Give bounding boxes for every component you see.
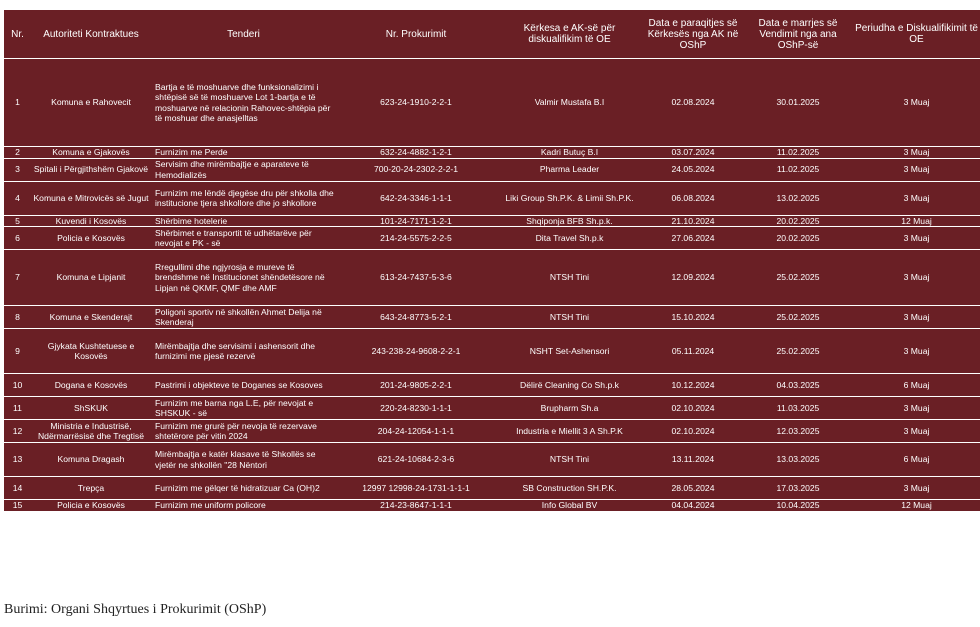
cell-procurement-nr: 214-24-5575-2-2-5 <box>336 227 496 250</box>
cell-decision-date: 25.02.2025 <box>743 250 853 306</box>
cell-submitted-date: 12.09.2024 <box>643 250 743 306</box>
disqualification-table-container <box>4 10 980 512</box>
cell-procurement-nr: 623-24-1910-2-2-1 <box>336 59 496 147</box>
cell-decision-date: 11.03.2025 <box>743 397 853 420</box>
cell-nr: 8 <box>4 306 31 329</box>
cell-submitted-date: 28.05.2024 <box>643 477 743 500</box>
header-authority: Autoriteti Kontraktues <box>31 10 151 59</box>
cell-decision-date: 11.02.2025 <box>743 158 853 181</box>
cell-authority: Dogana e Kosovës <box>31 374 151 397</box>
cell-nr: 11 <box>4 397 31 420</box>
cell-authority: Gjykata Kushtetuese e Kosovës <box>31 329 151 374</box>
cell-decision-date: 11.02.2025 <box>743 147 853 159</box>
cell-nr: 9 <box>4 329 31 374</box>
header-tender: Tenderi <box>151 10 336 59</box>
cell-nr: 13 <box>4 443 31 477</box>
cell-procurement-nr: 12997 12998-24-1731-1-1-1 <box>336 477 496 500</box>
cell-period: 3 Muaj <box>853 420 980 443</box>
cell-authority: Komuna e Gjakovës <box>31 147 151 159</box>
cell-tender: Furnizim me lëndë djegëse dru për shkolla dhe institucione tjera shkollore dhe jo shkollore <box>151 181 336 215</box>
cell-tender: Servisim dhe mirëmbajtje e aparateve të Hemodializës <box>151 158 336 181</box>
cell-submitted-date: 05.11.2024 <box>643 329 743 374</box>
cell-decision-date: 13.02.2025 <box>743 181 853 215</box>
table-row <box>4 306 980 329</box>
cell-authority: Komuna e Mitrovicës së Jugut <box>31 181 151 215</box>
cell-submitted-date: 02.10.2024 <box>643 420 743 443</box>
cell-submitted-date: 15.10.2024 <box>643 306 743 329</box>
cell-decision-date: 25.02.2025 <box>743 329 853 374</box>
cell-nr: 2 <box>4 147 31 159</box>
cell-submitted-date: 02.10.2024 <box>643 397 743 420</box>
cell-period: 3 Muaj <box>853 181 980 215</box>
cell-request: NTSH Tini <box>496 250 643 306</box>
cell-tender: Furnizim me gëlqer të hidratizuar Ca (OH)2 <box>151 477 336 500</box>
cell-request: NTSH Tini <box>496 306 643 329</box>
cell-period: 3 Muaj <box>853 397 980 420</box>
cell-tender: Shërbime hotelerie <box>151 215 336 227</box>
cell-period: 3 Muaj <box>853 227 980 250</box>
cell-submitted-date: 03.07.2024 <box>643 147 743 159</box>
cell-procurement-nr: 643-24-8773-5-2-1 <box>336 306 496 329</box>
cell-decision-date: 20.02.2025 <box>743 215 853 227</box>
cell-tender: Shërbimet e transportit të udhëtarëve për nevojat e PK - së <box>151 227 336 250</box>
cell-submitted-date: 27.06.2024 <box>643 227 743 250</box>
cell-nr: 6 <box>4 227 31 250</box>
cell-authority: Policia e Kosovës <box>31 227 151 250</box>
cell-period: 6 Muaj <box>853 443 980 477</box>
cell-submitted-date: 06.08.2024 <box>643 181 743 215</box>
source-caption: Burimi: Organi Shqyrtues i Prokurimit (OShP) <box>4 602 267 617</box>
cell-authority: Policia e Kosovës <box>31 500 151 512</box>
cell-nr: 12 <box>4 420 31 443</box>
cell-tender: Furnizim me grurë për nevoja të rezervave shtetërore për vitin 2024 <box>151 420 336 443</box>
cell-decision-date: 30.01.2025 <box>743 59 853 147</box>
cell-submitted-date: 04.04.2024 <box>643 500 743 512</box>
table-row <box>4 443 980 477</box>
cell-nr: 10 <box>4 374 31 397</box>
header-request: Kërkesa e AK-së për diskualifikim të OE <box>496 10 643 59</box>
cell-request: SB Construction SH.P.K. <box>496 477 643 500</box>
table-row <box>4 250 980 306</box>
cell-period: 3 Muaj <box>853 477 980 500</box>
cell-nr: 3 <box>4 158 31 181</box>
header-nr: Nr. <box>4 10 31 59</box>
table-row <box>4 500 980 512</box>
cell-decision-date: 04.03.2025 <box>743 374 853 397</box>
cell-procurement-nr: 613-24-7437-5-3-6 <box>336 250 496 306</box>
cell-decision-date: 13.03.2025 <box>743 443 853 477</box>
cell-tender: Furnizim me uniform policore <box>151 500 336 512</box>
cell-tender: Furnizim me barna nga L.E, për nevojat e SHSKUK - së <box>151 397 336 420</box>
cell-decision-date: 25.02.2025 <box>743 306 853 329</box>
cell-authority: Trepça <box>31 477 151 500</box>
cell-submitted-date: 02.08.2024 <box>643 59 743 147</box>
header-period: Periudha e Diskualifikimit të OE <box>853 10 980 59</box>
cell-period: 3 Muaj <box>853 250 980 306</box>
table-row <box>4 420 980 443</box>
cell-decision-date: 10.04.2025 <box>743 500 853 512</box>
cell-request: NSHT Set-Ashensori <box>496 329 643 374</box>
cell-nr: 4 <box>4 181 31 215</box>
cell-procurement-nr: 101-24-7171-1-2-1 <box>336 215 496 227</box>
cell-request: Dita Travel Sh.p.k <box>496 227 643 250</box>
cell-procurement-nr: 204-24-12054-1-1-1 <box>336 420 496 443</box>
table-header-row <box>4 10 980 59</box>
table-row <box>4 477 980 500</box>
cell-submitted-date: 21.10.2024 <box>643 215 743 227</box>
table-row <box>4 215 980 227</box>
cell-tender: Pastrimi i objekteve te Doganes se Kosoves <box>151 374 336 397</box>
cell-period: 3 Muaj <box>853 306 980 329</box>
cell-nr: 1 <box>4 59 31 147</box>
header-submitted-date: Data e paraqitjes së Kërkesës nga AK në OShP <box>643 10 743 59</box>
cell-request: NTSH Tini <box>496 443 643 477</box>
cell-nr: 7 <box>4 250 31 306</box>
cell-request: Pharma Leader <box>496 158 643 181</box>
cell-nr: 14 <box>4 477 31 500</box>
cell-authority: Spitali i Përgjithshëm Gjakovë <box>31 158 151 181</box>
table-row <box>4 158 980 181</box>
cell-request: Dëlirë Cleaning Co Sh.p.k <box>496 374 643 397</box>
table-row <box>4 181 980 215</box>
cell-tender: Mirëmbajtja e katër klasave të Shkollës se vjetër ne shkollën "28 Nëntori <box>151 443 336 477</box>
cell-authority: Ministria e Industrisë, Ndërmarrësisë dhe Tregtisë <box>31 420 151 443</box>
table-row <box>4 374 980 397</box>
cell-tender: Rregullimi dhe ngjyrosja e mureve të brendshme në Institucionet shëndetësore në Lipjan në QKMF, QMF dhe AMF <box>151 250 336 306</box>
cell-authority: Komuna e Rahovecit <box>31 59 151 147</box>
cell-nr: 5 <box>4 215 31 227</box>
cell-tender: Poligoni sportiv në shkollën Ahmet Delija në Skenderaj <box>151 306 336 329</box>
cell-nr: 15 <box>4 500 31 512</box>
cell-period: 6 Muaj <box>853 374 980 397</box>
cell-decision-date: 17.03.2025 <box>743 477 853 500</box>
cell-submitted-date: 10.12.2024 <box>643 374 743 397</box>
cell-tender: Bartja e të moshuarve dhe funksionalizimi i shtëpisë së të moshuarve Lot 1-bartja e të moshuarve në relacionin Rahovec-shtëpia për të moshuar dhe anasjelltas <box>151 59 336 147</box>
cell-request: Brupharm Sh.a <box>496 397 643 420</box>
cell-period: 3 Muaj <box>853 158 980 181</box>
cell-procurement-nr: 243-238-24-9608-2-2-1 <box>336 329 496 374</box>
cell-authority: Komuna Dragash <box>31 443 151 477</box>
cell-tender: Furnizim me Perde <box>151 147 336 159</box>
cell-authority: Komuna e Lipjanit <box>31 250 151 306</box>
table-row <box>4 329 980 374</box>
table-row <box>4 227 980 250</box>
cell-request: Shqiponja BFB Sh.p.k. <box>496 215 643 227</box>
cell-procurement-nr: 632-24-4882-1-2-1 <box>336 147 496 159</box>
cell-period: 3 Muaj <box>853 59 980 147</box>
cell-procurement-nr: 621-24-10684-2-3-6 <box>336 443 496 477</box>
cell-procurement-nr: 220-24-8230-1-1-1 <box>336 397 496 420</box>
cell-period: 3 Muaj <box>853 329 980 374</box>
cell-authority: Komuna e Skenderajt <box>31 306 151 329</box>
cell-request: Valmir Mustafa B.I <box>496 59 643 147</box>
cell-submitted-date: 13.11.2024 <box>643 443 743 477</box>
header-decision-date: Data e marrjes së Vendimit nga ana OShP-së <box>743 10 853 59</box>
cell-period: 3 Muaj <box>853 147 980 159</box>
cell-decision-date: 12.03.2025 <box>743 420 853 443</box>
cell-decision-date: 20.02.2025 <box>743 227 853 250</box>
cell-tender: Mirëmbajtja dhe servisimi i ashensorit dhe furnizimi me pjesë rezervë <box>151 329 336 374</box>
header-procurement-nr: Nr. Prokurimit <box>336 10 496 59</box>
cell-procurement-nr: 700-20-24-2302-2-2-1 <box>336 158 496 181</box>
cell-submitted-date: 24.05.2024 <box>643 158 743 181</box>
cell-request: Industria e Miellit 3 A Sh.P.K <box>496 420 643 443</box>
table-row <box>4 59 980 147</box>
cell-authority: ShSKUK <box>31 397 151 420</box>
cell-procurement-nr: 201-24-9805-2-2-1 <box>336 374 496 397</box>
cell-procurement-nr: 214-23-8647-1-1-1 <box>336 500 496 512</box>
table-row <box>4 147 980 159</box>
cell-authority: Kuvendi i Kosovës <box>31 215 151 227</box>
cell-procurement-nr: 642-24-3346-1-1-1 <box>336 181 496 215</box>
cell-request: Info Global BV <box>496 500 643 512</box>
table-row <box>4 397 980 420</box>
cell-request: Kadri Butuç B.I <box>496 147 643 159</box>
disqualification-table <box>4 10 980 512</box>
cell-request: Liki Group Sh.P.K. & Limii Sh.P.K. <box>496 181 643 215</box>
cell-period: 12 Muaj <box>853 500 980 512</box>
cell-period: 12 Muaj <box>853 215 980 227</box>
